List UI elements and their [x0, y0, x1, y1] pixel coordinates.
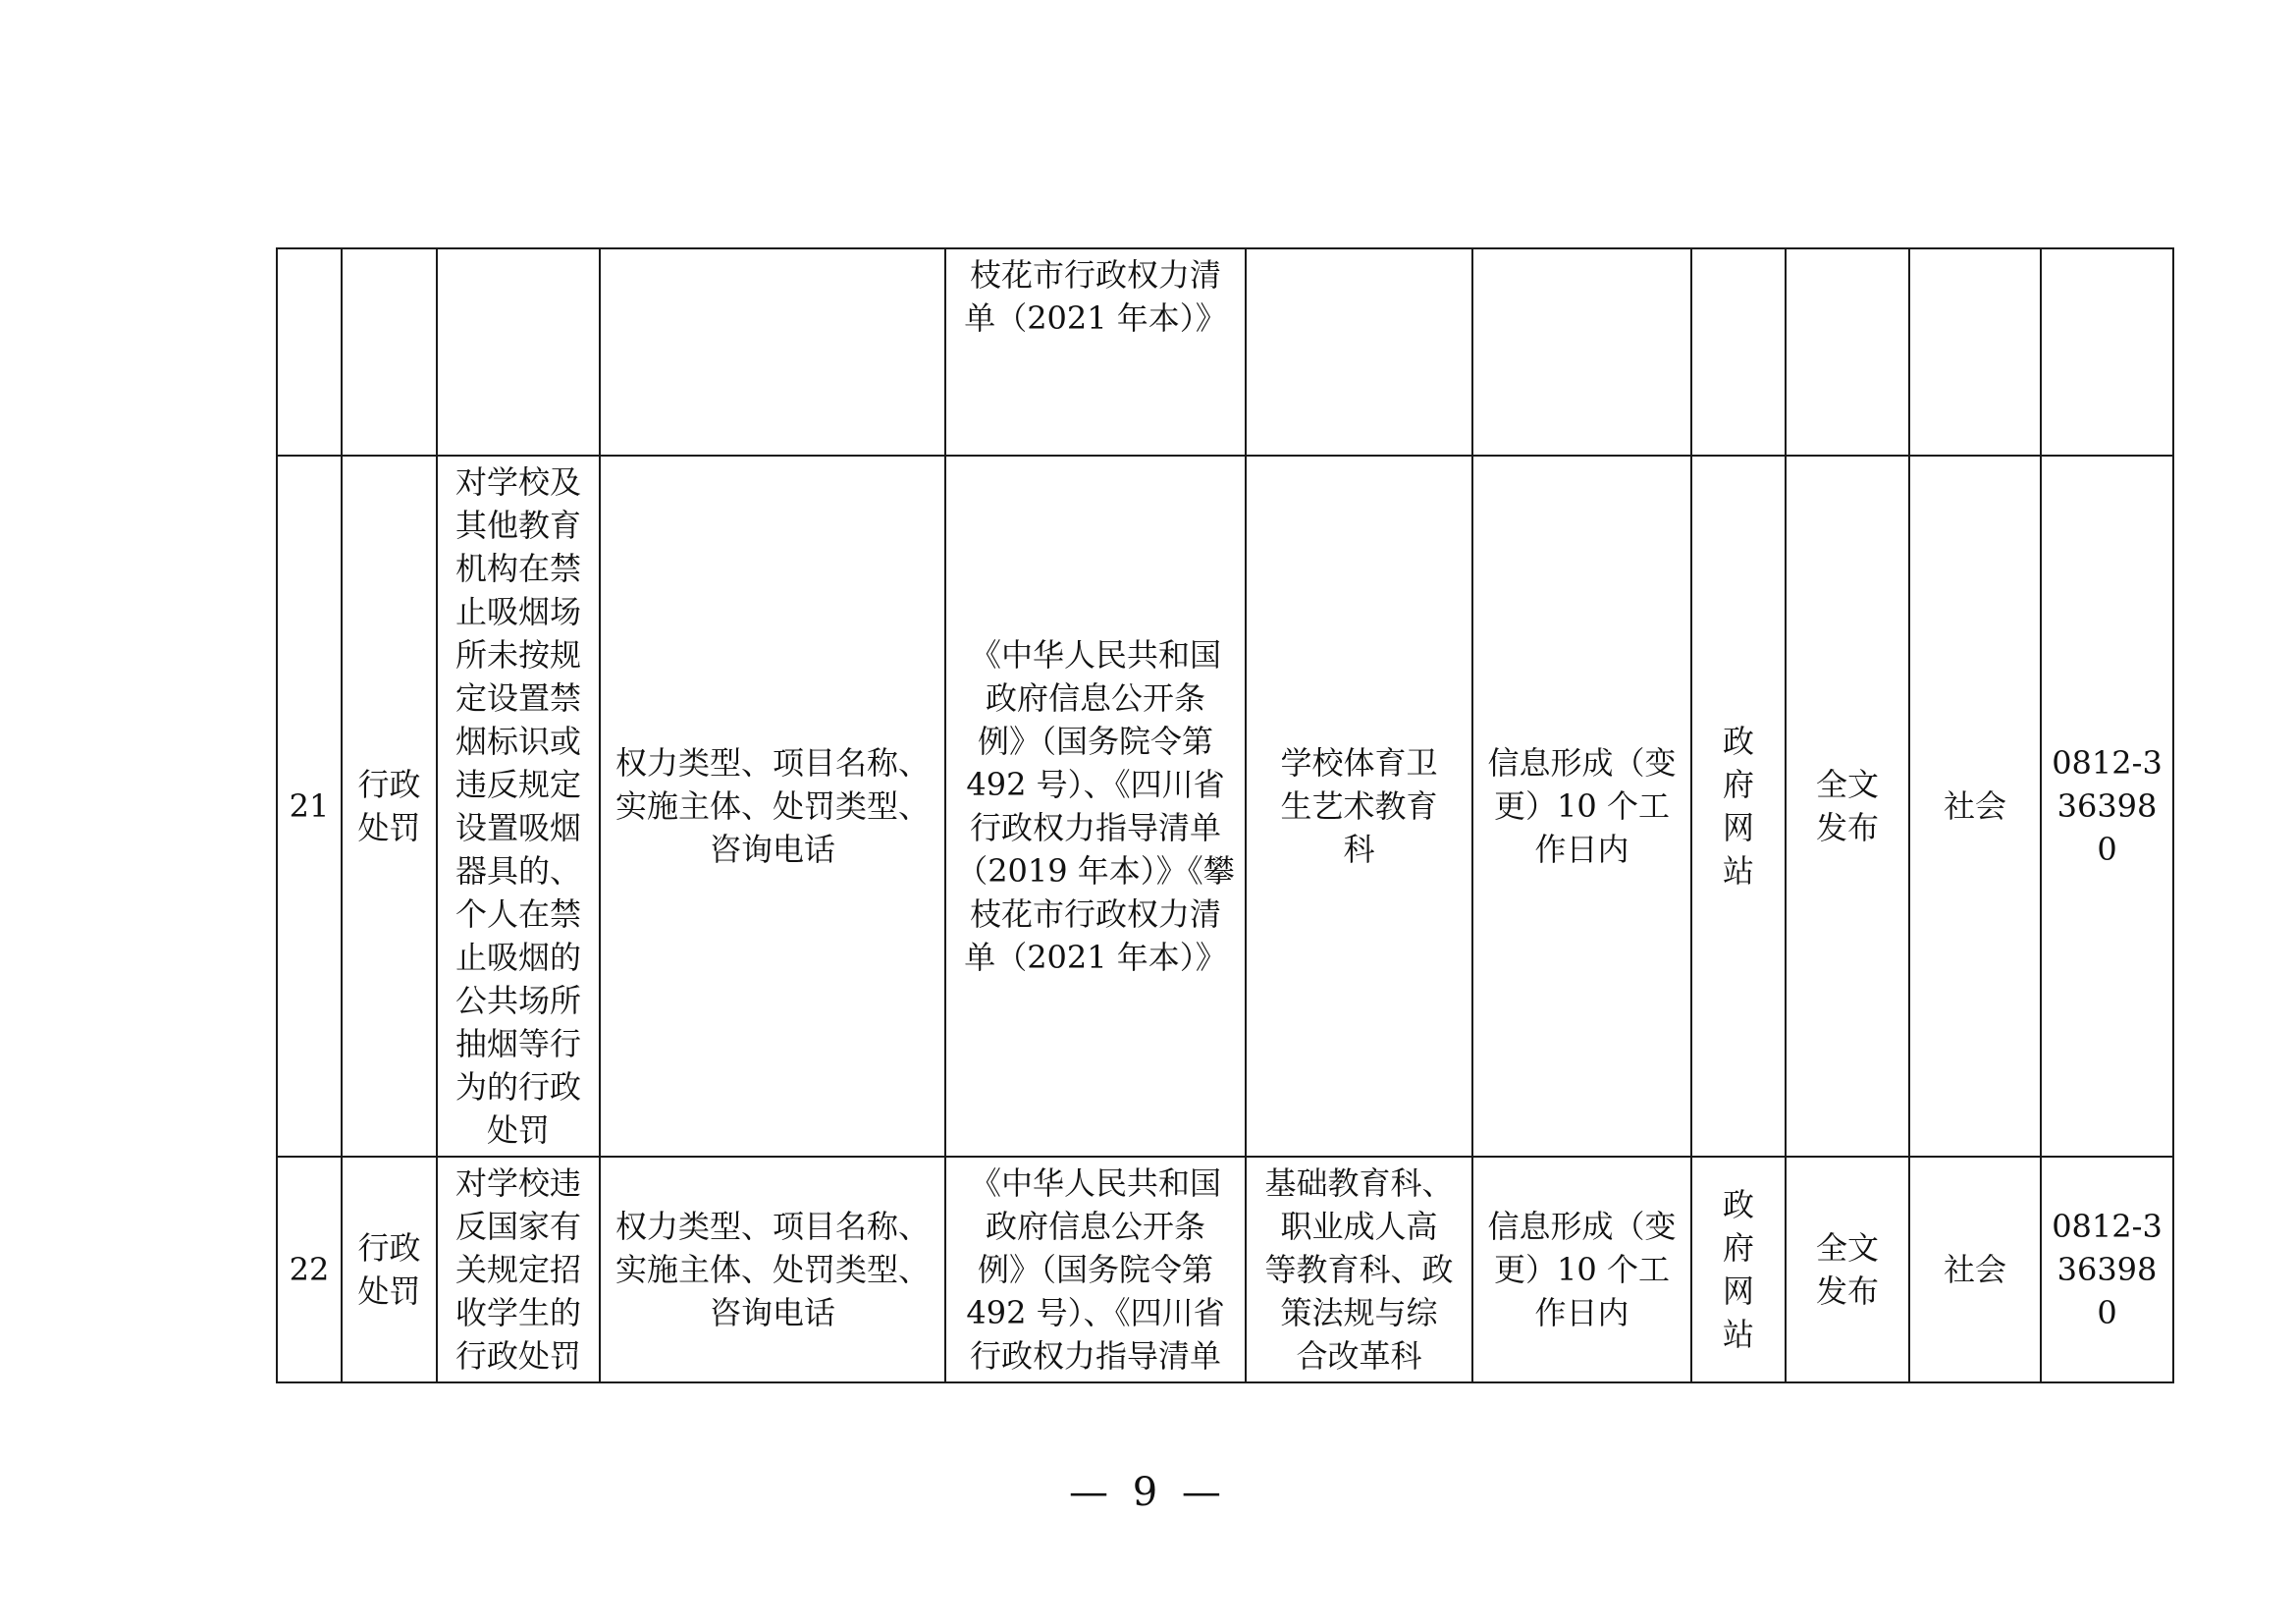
disclosure-table	[276, 247, 2174, 1383]
cell-item-name: 对学校违 反国家有 关规定招 收学生的 行政处罚	[437, 1157, 600, 1382]
cell-channel: 政 府 网 站	[1691, 456, 1786, 1157]
cell-category: 行政 处罚	[342, 1157, 437, 1382]
cell-method: 全文 发布	[1786, 1157, 1909, 1382]
cell-time-limit: 信息形成（变 更）10 个工 作日内	[1472, 456, 1691, 1157]
cell-scope: 社会	[1909, 456, 2041, 1157]
cell-category	[342, 248, 437, 456]
cell-scope	[1909, 248, 2041, 456]
cell-basis: 《中华人民共和国 政府信息公开条 例》（国务院令第 492 号）、《四川省 行政权力指导清单 （2019 年本）》《攀 枝花市行政权力清 单（2021 年本）》	[945, 456, 1246, 1157]
cell-index: 22	[277, 1157, 342, 1382]
table-row	[277, 1157, 2173, 1382]
cell-index	[277, 248, 342, 456]
cell-category: 行政 处罚	[342, 456, 437, 1157]
cell-department: 学校体育卫 生艺术教育 科	[1246, 456, 1472, 1157]
cell-method	[1786, 248, 1909, 456]
cell-phone: 0812-3 363980	[2041, 456, 2173, 1157]
cell-time-limit	[1472, 248, 1691, 456]
cell-department	[1246, 248, 1472, 456]
cell-department: 基础教育科、 职业成人高 等教育科、政 策法规与综 合改革科	[1246, 1157, 1472, 1382]
cell-item-name: 对学校及 其他教育 机构在禁 止吸烟场 所未按规 定设置禁 烟标识或 违反规定 设置吸烟 器具的、 个人在禁 止吸烟的 公共场所 抽烟等行 为的行政 处罚	[437, 456, 600, 1157]
cell-channel	[1691, 248, 1786, 456]
cell-scope: 社会	[1909, 1157, 2041, 1382]
page-number: — 9 —	[1069, 1470, 1227, 1515]
cell-basis: 枝花市行政权力清 单（2021 年本）》	[945, 248, 1246, 456]
table-row	[277, 456, 2173, 1157]
cell-content	[600, 248, 945, 456]
cell-phone: 0812-3 363980	[2041, 1157, 2173, 1382]
cell-phone	[2041, 248, 2173, 456]
cell-item-name	[437, 248, 600, 456]
cell-content: 权力类型、项目名称、 实施主体、处罚类型、 咨询电话	[600, 456, 945, 1157]
cell-channel: 政 府 网 站	[1691, 1157, 1786, 1382]
cell-time-limit: 信息形成（变 更）10 个工 作日内	[1472, 1157, 1691, 1382]
cell-method: 全文 发布	[1786, 456, 1909, 1157]
table-row	[277, 248, 2173, 456]
cell-basis: 《中华人民共和国 政府信息公开条 例》（国务院令第 492 号）、《四川省 行政权力指导清单	[945, 1157, 1246, 1382]
cell-index: 21	[277, 456, 342, 1157]
cell-content: 权力类型、项目名称、 实施主体、处罚类型、 咨询电话	[600, 1157, 945, 1382]
